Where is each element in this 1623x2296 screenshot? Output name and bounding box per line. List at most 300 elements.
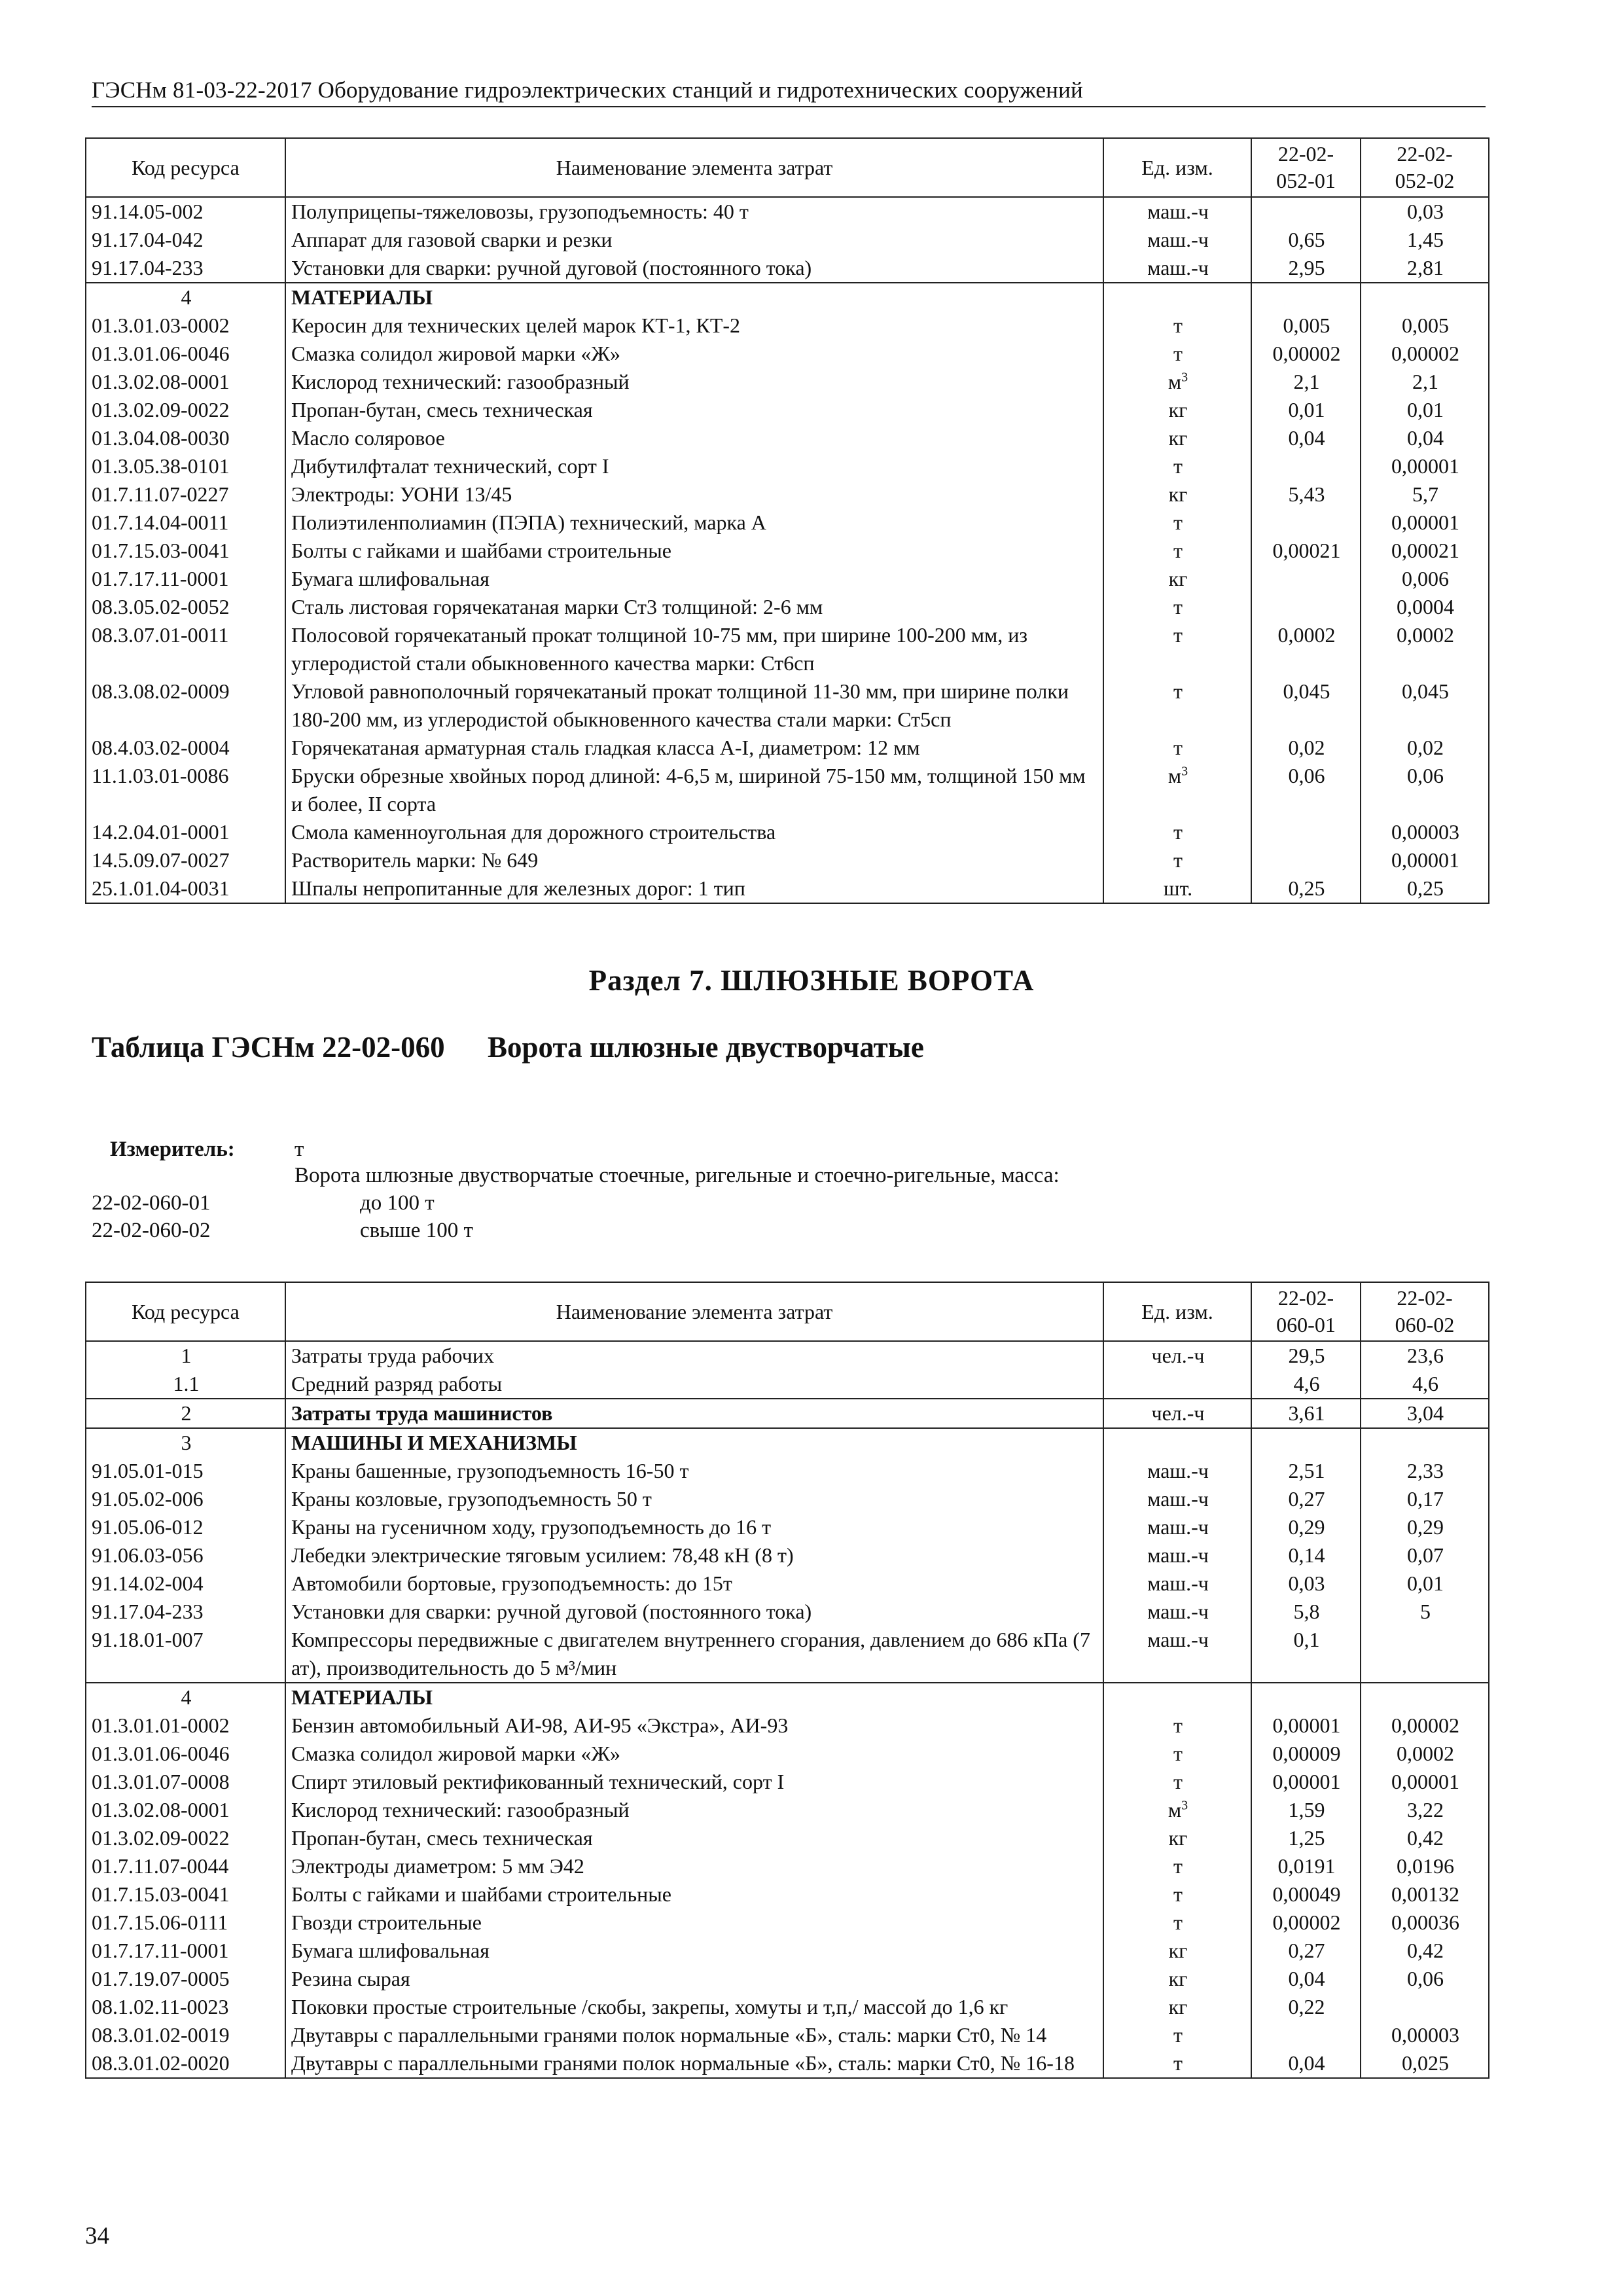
cell-unit [1103,1824,1251,1852]
cell-code [86,1993,285,2021]
cell-value-2-text: 1,45 [1407,228,1444,251]
cell-name [285,1541,1103,1570]
cell-name-text: Керосин для технических целей марок КТ-1, КТ-2 [291,314,741,337]
cell-unit [1103,1399,1251,1428]
cell-value-2 [1361,1683,1489,1712]
table-row [86,312,1489,340]
table-row [86,226,1489,254]
cell-code [86,734,285,762]
unit-superscript: 3 [1181,1798,1188,1813]
cell-value-2-text: 0,025 [1402,2051,1449,2075]
cell-value-2 [1361,1626,1489,1683]
table-row [86,368,1489,396]
cell-name [285,1909,1103,1937]
cell-name [285,509,1103,537]
cell-code [86,452,285,480]
cell-code [86,509,285,537]
cell-unit [1103,818,1251,846]
cell-name [285,396,1103,424]
cell-name-text: Смола каменноугольная для дорожного строительства [291,820,776,844]
cell-value-2 [1361,1880,1489,1909]
cell-value-1-text: 0,04 [1288,2051,1325,2075]
cell-code-text: 91.17.04-042 [92,228,204,251]
cell-name-text: МАТЕРИАЛЫ [291,285,433,309]
cell-value-1 [1251,424,1361,452]
table-row [86,480,1489,509]
cell-value-1 [1251,1824,1361,1852]
table-title: Ворота шлюзные двустворчатые [488,1031,924,1064]
cell-code [86,1428,285,1457]
cell-value-2-text: 0,005 [1402,314,1449,337]
cell-code [86,368,285,396]
cell-unit-text: т [1173,1713,1183,1737]
cell-unit [1103,1485,1251,1513]
cell-name-text: Растворитель марки: № 649 [291,848,539,872]
cell-name-text: Краны на гусеничном ходу, грузоподъемность до 16 т [291,1515,772,1539]
cell-value-2-text: 0,42 [1407,1939,1444,1962]
cell-code-text: 01.7.15.03-0041 [92,1882,230,1906]
cell-code-text: 01.3.02.09-0022 [92,398,230,422]
cell-value-2 [1361,254,1489,283]
cell-code-text: 01.7.17.11-0001 [92,567,229,590]
cell-name-text: Дибутилфталат технический, сорт I [291,454,609,478]
table-row [86,1399,1489,1428]
cell-value-2 [1361,368,1489,396]
cell-code-text: 3 [181,1431,192,1454]
cell-unit [1103,283,1251,312]
cell-code-text: 08.3.08.02-0009 [92,679,230,703]
cell-unit [1103,1909,1251,1937]
cell-name-text: Установки для сварки: ручной дуговой (постоянного тока) [291,1600,812,1623]
cell-unit-text: кг [1168,1995,1188,2018]
cell-unit [1103,1712,1251,1740]
cell-name-text: Средний разряд работы [291,1372,503,1395]
cell-value-1-text: 0,0002 [1277,623,1336,647]
cell-name-text: Установки для сварки: ручной дуговой (постоянного тока) [291,256,812,279]
table-row [86,874,1489,903]
cell-code-text: 01.3.01.06-0046 [92,342,230,365]
cell-value-1-text: 0,22 [1288,1995,1325,2018]
cell-value-1 [1251,621,1361,677]
cell-unit [1103,1598,1251,1626]
cell-value-2 [1361,846,1489,874]
cell-value-2-text: 23,6 [1407,1344,1444,1367]
cell-name [285,1570,1103,1598]
table-row [86,734,1489,762]
cell-unit [1103,846,1251,874]
cell-value-2-text: 0,0004 [1397,595,1454,619]
cell-value-2-text: 0,01 [1407,1571,1444,1595]
cell-unit-text: маш.-ч [1147,1543,1209,1567]
cell-value-1 [1251,2049,1361,2078]
cell-code-text: 08.3.07.01-0011 [92,623,229,647]
cell-name-text: Компрессоры передвижные с двигателем внутреннего сгорания, давлением до 686 кПа (7 ат), производительность до 5 м³/мин [291,1628,1090,1679]
cell-name [285,565,1103,593]
cell-name [285,1598,1103,1626]
cell-code-text: 01.7.11.07-0044 [92,1854,229,1878]
cell-unit-text: маш.-ч [1147,1600,1209,1623]
cell-unit-text: т [1173,1742,1183,1765]
cell-name [285,424,1103,452]
cell-name [285,452,1103,480]
unit-superscript: 3 [1181,764,1188,779]
cell-value-1 [1251,1909,1361,1937]
cell-unit-text: т [1173,2023,1183,2047]
cell-value-1-text: 0,02 [1288,736,1325,759]
table-row [86,565,1489,593]
cell-value-2 [1361,1457,1489,1485]
cell-value-1 [1251,1768,1361,1796]
cell-unit [1103,762,1251,818]
cell-unit [1103,565,1251,593]
cell-name [285,1880,1103,1909]
header-col2 [1361,138,1489,197]
cell-unit-text: маш.-ч [1147,1571,1209,1595]
cell-name-text: Угловой равнополочный горячекатаный прокат толщиной 11-30 мм, при ширине полки 180-200 мм, из углеродистой обыкновенного качества стали марки: Ст5сп [291,679,1069,731]
cell-value-2 [1361,818,1489,846]
cell-unit [1103,1513,1251,1541]
table-row [86,537,1489,565]
cell-unit [1103,1880,1251,1909]
table-row [86,1712,1489,1740]
cell-value-2 [1361,480,1489,509]
cell-value-1 [1251,734,1361,762]
cell-unit-text: т [1173,1882,1183,1906]
cell-code-text: 91.05.01-015 [92,1459,204,1482]
cell-code-text: 91.17.04-233 [92,256,204,279]
cell-code [86,340,285,368]
cell-value-1-text: 0,25 [1288,876,1325,900]
cell-value-1-text: 0,06 [1288,764,1325,787]
cell-value-1 [1251,1965,1361,1993]
cell-value-2 [1361,2049,1489,2078]
cell-value-2-text: 0,00001 [1391,454,1459,478]
cell-unit [1103,1626,1251,1683]
cell-unit [1103,1428,1251,1457]
cell-value-2 [1361,340,1489,368]
cell-value-1-text: 0,1 [1293,1628,1320,1651]
cell-value-1 [1251,480,1361,509]
cell-name-text: Бруски обрезные хвойных пород длиной: 4-6,5 м, шириной 75-150 мм, толщиной 150 мм и более, II сорта [291,764,1086,816]
cell-value-2 [1361,1909,1489,1937]
cell-value-1 [1251,509,1361,537]
cell-unit-text: м [1168,370,1182,393]
cell-name-text: Электроды: УОНИ 13/45 [291,482,512,506]
cell-code-text: 08.3.05.02-0052 [92,595,230,619]
meter-value: т [294,1138,304,1161]
cell-value-1 [1251,1852,1361,1880]
cell-name-text: Затраты труда машинистов [291,1401,553,1425]
cell-value-2 [1361,312,1489,340]
item-row [92,1219,473,1243]
cell-unit [1103,1570,1251,1598]
cell-value-1-text: 0,045 [1283,679,1330,703]
cell-unit [1103,452,1251,480]
resource-table-052 [85,137,1489,904]
cell-code-text: 01.3.05.38-0101 [92,454,230,478]
cell-unit [1103,1457,1251,1485]
table-row [86,424,1489,452]
cell-value-2-text: 0,045 [1402,679,1449,703]
cell-code-text: 01.3.02.08-0001 [92,370,230,393]
cell-value-1-text: 0,27 [1288,1939,1325,1962]
cell-value-2 [1361,396,1489,424]
cell-code [86,1626,285,1683]
cell-value-2 [1361,1852,1489,1880]
cell-value-1 [1251,1570,1361,1598]
cell-value-1 [1251,677,1361,734]
cell-value-1 [1251,368,1361,396]
cell-name [285,368,1103,396]
cell-value-2-text: 0,00132 [1391,1882,1459,1906]
cell-code [86,621,285,677]
cell-name-text: Аппарат для газовой сварки и резки [291,228,613,251]
cell-value-2 [1361,1598,1489,1626]
cell-value-2-text: 0,02 [1407,736,1444,759]
cell-unit-text: т [1173,623,1183,647]
cell-code [86,1880,285,1909]
table-row [86,452,1489,480]
cell-value-2-text: 0,00001 [1391,511,1459,534]
table-row [86,1824,1489,1852]
cell-name [285,1796,1103,1824]
cell-code [86,1341,285,1370]
header-col1-line2: 052-01 [1276,169,1336,192]
item-code: 22-02-060-01 [92,1191,211,1215]
cell-value-2 [1361,593,1489,621]
cell-unit [1103,677,1251,734]
header-unit: Ед. изм. [1103,1282,1251,1341]
cell-value-1 [1251,565,1361,593]
cell-unit-text: маш.-ч [1147,1459,1209,1482]
table-row [86,593,1489,621]
cell-value-2 [1361,1965,1489,1993]
cell-value-2 [1361,537,1489,565]
cell-code [86,762,285,818]
cell-value-1 [1251,1513,1361,1541]
cell-code [86,1457,285,1485]
cell-value-1-text: 0,00001 [1272,1713,1341,1737]
cell-code-text: 25.1.01.04-0031 [92,876,230,900]
cell-code [86,1485,285,1513]
cell-value-2 [1361,1485,1489,1513]
table-row [86,1598,1489,1626]
cell-code [86,677,285,734]
cell-code-text: 01.3.01.03-0002 [92,314,230,337]
cell-unit-text: т [1173,736,1183,759]
cell-name [285,1341,1103,1370]
table-row [86,1993,1489,2021]
cell-name [285,197,1103,226]
table-row [86,1768,1489,1796]
cell-code [86,480,285,509]
cell-name-text: Резина сырая [291,1967,410,1990]
cell-unit-text: т [1173,454,1183,478]
cell-name-text: Болты с гайками и шайбами строительные [291,1882,671,1906]
cell-value-1-text: 0,04 [1288,426,1325,450]
cell-name [285,1485,1103,1513]
cell-unit [1103,254,1251,283]
table-row [86,1370,1489,1399]
table-row [86,818,1489,846]
cell-name [285,621,1103,677]
cell-unit-text: шт. [1163,876,1193,900]
item-description: Ворота шлюзные двустворчатые стоечные, ригельные и стоечно-ригельные, масса: [294,1164,1060,1187]
cell-name [285,762,1103,818]
cell-unit-text: т [1173,314,1183,337]
cell-value-2-text: 0,00036 [1391,1910,1459,1934]
header-col2-line2: 052-02 [1395,169,1455,192]
cell-name [285,2021,1103,2049]
header-col1-line2: 060-01 [1276,1313,1336,1336]
cell-value-1 [1251,1541,1361,1570]
cell-code-text: 91.14.02-004 [92,1571,204,1595]
cell-value-1 [1251,874,1361,903]
cell-unit [1103,197,1251,226]
cell-value-1-text: 0,03 [1288,1571,1325,1595]
cell-name [285,226,1103,254]
page-number: 34 [85,2223,109,2250]
table-row [86,1626,1489,1683]
table-header-row [86,138,1489,197]
cell-code [86,1909,285,1937]
cell-value-2-text: 0,00003 [1391,2023,1459,2047]
cell-unit [1103,1768,1251,1796]
table-row [86,1852,1489,1880]
cell-code [86,396,285,424]
table-row [86,1909,1489,1937]
cell-unit-text: т [1173,848,1183,872]
cell-value-2 [1361,677,1489,734]
cell-value-2 [1361,283,1489,312]
table-row [86,254,1489,283]
cell-value-2 [1361,1428,1489,1457]
cell-value-1 [1251,593,1361,621]
cell-value-2 [1361,621,1489,677]
cell-code [86,874,285,903]
item-code: 22-02-060-02 [92,1219,211,1242]
header-col1 [1251,1282,1361,1341]
cell-name-text: Горячекатаная арматурная сталь гладкая класса А-I, диаметром: 12 мм [291,736,920,759]
table-row [86,846,1489,874]
cell-value-1 [1251,254,1361,283]
cell-name [285,1965,1103,1993]
cell-value-1-text: 1,25 [1288,1826,1325,1850]
cell-unit [1103,2021,1251,2049]
cell-value-2-text: 2,33 [1407,1459,1444,1482]
cell-value-2 [1361,874,1489,903]
cell-name [285,480,1103,509]
header-col1-line1: 22-02- [1277,142,1334,166]
header-col2-line1: 22-02- [1397,142,1453,166]
table-row [86,677,1489,734]
item-text: свыше 100 т [360,1219,473,1242]
cell-value-2-text: 0,17 [1407,1487,1444,1511]
cell-code [86,565,285,593]
section-heading: Раздел 7. ШЛЮЗНЫЕ ВОРОТА [588,964,1035,997]
cell-code-text: 91.06.03-056 [92,1543,204,1567]
cell-value-2-text: 0,06 [1407,1967,1444,1990]
cell-value-1-text: 0,27 [1288,1487,1325,1511]
cell-unit [1103,226,1251,254]
cell-code [86,1740,285,1768]
cell-name-text: Шпалы непропитанные для железных дорог: 1 тип [291,876,745,900]
table-row [86,621,1489,677]
cell-value-2 [1361,1712,1489,1740]
cell-value-2 [1361,1796,1489,1824]
cell-value-1 [1251,1428,1361,1457]
cell-name [285,537,1103,565]
cell-name [285,1740,1103,1768]
cell-name-text: Электроды диаметром: 5 мм Э42 [291,1854,584,1878]
cell-value-1 [1251,1598,1361,1626]
cell-value-1-text: 0,005 [1283,314,1330,337]
cell-code [86,1712,285,1740]
cell-code [86,1598,285,1626]
cell-value-2-text: 0,00001 [1391,1770,1459,1793]
cell-unit [1103,396,1251,424]
cell-unit-text: чел.-ч [1151,1344,1205,1367]
cell-name-text: Двутавры с параллельными гранями полок нормальные «Б», сталь: марки Ст0, № 16-18 [291,2051,1075,2075]
cell-name-text: Полиэтиленполиамин (ПЭПА) технический, марка А [291,511,766,534]
cell-name [285,818,1103,846]
unit-superscript: 3 [1181,370,1188,385]
cell-value-1-text: 2,51 [1288,1459,1325,1482]
cell-value-2 [1361,226,1489,254]
cell-value-2-text: 2,1 [1412,370,1438,393]
cell-value-1-text: 3,61 [1288,1401,1325,1425]
cell-code [86,283,285,312]
header-col2-line1: 22-02- [1397,1286,1453,1310]
cell-unit [1103,368,1251,396]
cell-name-text: МАТЕРИАЛЫ [291,1685,433,1709]
cell-code [86,424,285,452]
cell-unit-text: т [1173,1854,1183,1878]
cell-value-2-text: 5 [1420,1600,1431,1623]
cell-value-2-text: 0,00001 [1391,848,1459,872]
cell-code-text: 4 [181,285,192,309]
cell-name-text: Бумага шлифовальная [291,1939,490,1962]
cell-value-1 [1251,1683,1361,1712]
cell-unit [1103,424,1251,452]
cell-name-text: Пропан-бутан, смесь техническая [291,398,593,422]
cell-unit [1103,480,1251,509]
cell-name-text: Краны козловые, грузоподъемность 50 т [291,1487,652,1511]
cell-unit [1103,874,1251,903]
cell-value-2 [1361,565,1489,593]
cell-code [86,1683,285,1712]
cell-value-2 [1361,1768,1489,1796]
resource-table-060 [85,1282,1489,2079]
cell-code-text: 01.7.17.11-0001 [92,1939,229,1962]
table-row [86,1880,1489,1909]
cell-unit-text: маш.-ч [1147,256,1209,279]
cell-unit-text: кг [1168,482,1188,506]
cell-unit [1103,509,1251,537]
cell-code [86,1541,285,1570]
cell-name-text: Полосовой горячекатаный прокат толщиной 10-75 мм, при ширине 100-200 мм, из углеродистой стали обыкновенного качества марки: Ст6сп [291,623,1027,675]
header-name: Наименование элемента затрат [285,138,1103,197]
cell-name [285,1370,1103,1399]
cell-name [285,846,1103,874]
cell-code [86,1399,285,1428]
cell-code-text: 08.1.02.11-0023 [92,1995,229,2018]
cell-code-text: 01.7.15.06-0111 [92,1910,228,1934]
cell-code [86,537,285,565]
cell-code [86,312,285,340]
cell-name-text: Пропан-бутан, смесь техническая [291,1826,593,1850]
cell-code-text: 4 [181,1685,192,1709]
